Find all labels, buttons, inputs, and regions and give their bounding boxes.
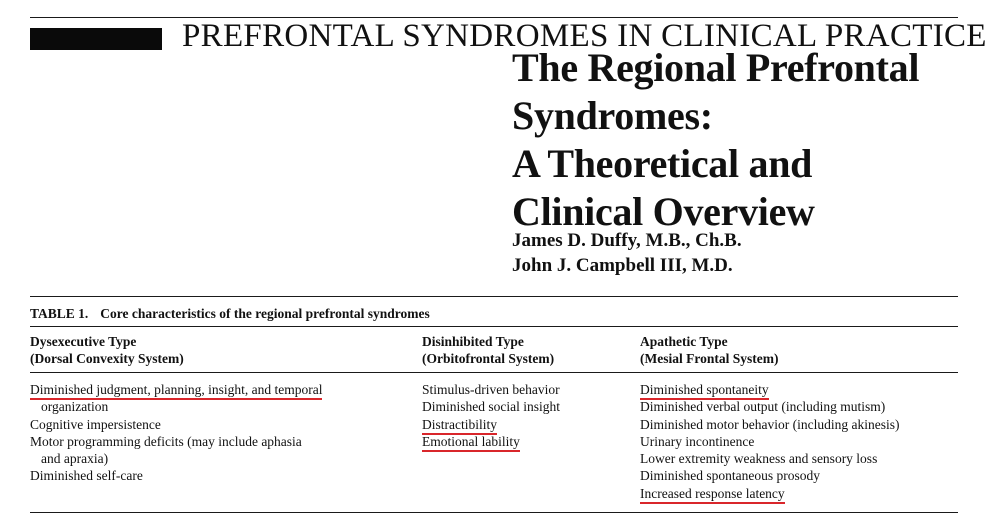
table-column-disinhibited <box>422 333 632 449</box>
table-cell-item <box>422 398 560 415</box>
table-cell-item <box>640 450 899 467</box>
item-text: Cognitive impersistence <box>30 416 161 432</box>
table-cell-item <box>30 467 322 484</box>
author-2: John J. Campbell III, M.D. <box>512 255 733 276</box>
column-subheading: (Mesial Frontal System) <box>640 351 779 366</box>
table-header-bottom-rule <box>30 372 958 373</box>
table-cell-item <box>640 467 899 484</box>
title-line-2: Syndromes: <box>512 93 713 138</box>
column-items <box>640 381 899 502</box>
table-cell-item <box>422 381 560 398</box>
column-subheading: (Orbitofrontal System) <box>422 351 555 366</box>
table-cell-item <box>640 485 899 502</box>
table-column-apathetic <box>640 333 970 501</box>
table-cell-item <box>422 416 560 433</box>
author-1: James D. Duffy, M.B., Ch.B. <box>512 230 742 251</box>
table-header-top-rule <box>30 326 958 327</box>
item-continuation: organization <box>41 399 109 415</box>
table-bottom-rule <box>30 512 958 513</box>
table-cell-item <box>30 416 322 433</box>
table-label: TABLE 1. <box>30 306 89 321</box>
table-column-dysexecutive <box>30 333 410 484</box>
table-cell-item <box>640 381 899 398</box>
item-text: Lower extremity weakness and sensory loss <box>640 451 878 467</box>
item-text: Diminished social insight <box>422 399 560 415</box>
item-text: Diminished motor behavior (including akinesis) <box>640 416 900 432</box>
column-heading: Disinhibited Type <box>422 334 524 349</box>
table-caption-text: Core characteristics of the regional prefrontal syndromes <box>100 306 430 321</box>
title-line-4: Clinical Overview <box>512 189 815 234</box>
redaction-bar <box>30 28 162 50</box>
item-text: Emotional lability <box>422 434 520 452</box>
table-cell-item <box>30 381 322 416</box>
column-heading: Apathetic Type <box>640 334 728 349</box>
item-text: Diminished verbal output (including mutism) <box>640 399 886 415</box>
item-text: Urinary incontinence <box>640 433 755 449</box>
table-cell-item <box>640 398 899 415</box>
table-cell-item <box>640 416 899 433</box>
item-text: Diminished judgment, planning, insight, and temporal <box>30 382 322 400</box>
item-text: Motor programming deficits (may include aphasia <box>30 433 302 449</box>
title-line-3: A Theoretical and <box>512 141 813 186</box>
column-items <box>30 381 322 485</box>
author-list <box>512 228 742 278</box>
column-subheading: (Dorsal Convexity System) <box>30 351 184 366</box>
item-text: Diminished spontaneity <box>640 382 769 400</box>
item-text: Stimulus-driven behavior <box>422 382 560 397</box>
item-text: Diminished spontaneous prosody <box>640 468 820 484</box>
item-continuation: and apraxia) <box>41 451 109 467</box>
table-caption <box>30 306 430 322</box>
item-text: Diminished self-care <box>30 468 143 484</box>
table-top-rule <box>30 296 958 297</box>
article-title <box>512 44 919 236</box>
table-cell-item <box>422 433 560 450</box>
table-cell-item <box>30 433 322 468</box>
item-text: Distractibility <box>422 417 497 435</box>
table-cell-item <box>640 433 899 450</box>
item-text: Increased response latency <box>640 486 785 504</box>
running-header: PREFRONTAL SYNDROMES IN CLINICAL PRACTICE <box>182 18 987 54</box>
column-items <box>422 381 560 450</box>
title-line-1: The Regional Prefrontal <box>512 45 920 90</box>
column-heading: Dysexecutive Type <box>30 334 137 349</box>
